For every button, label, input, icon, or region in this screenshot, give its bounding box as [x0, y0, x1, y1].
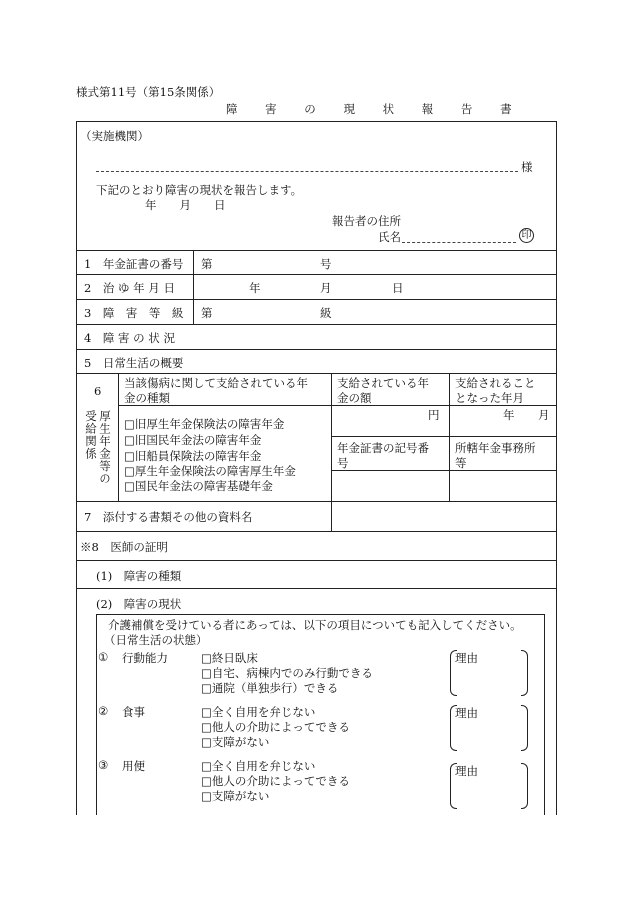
divider: [76, 501, 556, 502]
care-note: 介護補償を受けている者にあっては、以下の項目についても記入してください。: [108, 618, 522, 632]
divider: [76, 299, 556, 300]
mobility-option[interactable]: □自宅、病棟内でのみ行動できる: [201, 666, 373, 680]
form-id: 様式第11号（第15条関係）: [76, 85, 221, 99]
divider: [76, 373, 556, 374]
reporter-name-field[interactable]: [402, 242, 516, 243]
reason-label: 理由: [455, 764, 478, 778]
divider: [76, 531, 556, 532]
frame-left: [76, 121, 77, 815]
item-name-toilet: 用便: [122, 759, 145, 773]
cert-symbol-header-2: 号: [337, 456, 349, 470]
recovery-date-year: 年: [249, 281, 261, 295]
pension-cert-number-label: 1 年金証書の番号: [84, 257, 184, 271]
cert-symbol-header-1: 年金証書の記号番: [337, 441, 429, 455]
divider: [331, 436, 556, 437]
divider: [76, 274, 556, 275]
divider: [76, 250, 556, 251]
eating-option[interactable]: □他人の介助によってできる: [201, 720, 350, 734]
item-number: ②: [98, 704, 109, 718]
divider: [331, 470, 556, 471]
item-number: ③: [98, 758, 109, 772]
col-divider: [118, 373, 119, 501]
disability-grade-prefix: 第: [201, 306, 213, 320]
item-number: ①: [98, 650, 109, 664]
reporter-name-label: 氏名: [378, 230, 401, 244]
yen-unit: 円: [428, 408, 440, 422]
divider: [76, 560, 556, 561]
start-month-unit: 月: [538, 408, 550, 422]
document-title: 障 害 の 現 状 報 告 書: [226, 102, 524, 116]
item-name-eating: 食事: [122, 705, 145, 719]
daily-life-label: 5 日常生活の概要: [84, 356, 184, 370]
col-divider: [449, 373, 450, 501]
reason-label: 理由: [455, 651, 478, 665]
eating-option[interactable]: □全く自用を弁じない: [201, 705, 316, 719]
eating-option[interactable]: □支障がない: [201, 735, 270, 749]
pension-cert-number-prefix: 第: [201, 257, 213, 271]
pension-amount-header-1: 支給されている年: [337, 376, 429, 390]
pension-office-header-2: 等: [455, 456, 467, 470]
reason-bracket-right: [521, 763, 528, 809]
recovery-date-month: 月: [320, 281, 332, 295]
inner-box-left: [96, 614, 97, 815]
pension-type-header-1: 当該傷病に関して支給されている年: [124, 376, 308, 390]
inner-box-top: [96, 614, 544, 615]
frame-right: [556, 121, 557, 815]
report-date[interactable]: 年 月 日: [145, 198, 226, 212]
institution-label: （実施機関）: [80, 129, 149, 143]
doctor-certification-heading: ※8 医師の証明: [80, 540, 168, 554]
pension-type-header-2: 金の種類: [124, 391, 170, 405]
divider: [76, 324, 556, 325]
pension-amount-header-2: 金の額: [337, 391, 372, 405]
divider: [118, 405, 556, 406]
seal-mark: 印: [519, 228, 534, 243]
col-divider: [193, 250, 194, 324]
item-name-mobility: 行動能力: [122, 651, 168, 665]
report-statement: 下記のとおり障害の現状を報告します。: [96, 183, 303, 197]
reporter-address-label: 報告者の住所: [332, 214, 401, 228]
pension-type-option[interactable]: □旧国民年金法の障害年金: [124, 433, 262, 447]
toilet-option[interactable]: □全く自用を弁じない: [201, 759, 316, 773]
attached-docs-label: 7 添付する書類その他の資料名: [84, 510, 253, 524]
frame-top: [76, 121, 556, 122]
daily-life-state-label: （日常生活の状態）: [104, 633, 208, 647]
pension-office-header-1: 所轄年金事務所: [455, 441, 536, 455]
pension-start-header-1: 支給されること: [455, 376, 536, 390]
mobility-option[interactable]: □終日臥床: [201, 651, 258, 665]
mobility-option[interactable]: □通院（単独歩行）できる: [201, 681, 339, 695]
pension-type-option[interactable]: □旧船員保険法の障害年金: [124, 449, 262, 463]
reason-bracket-right: [521, 705, 528, 751]
toilet-option[interactable]: □支障がない: [201, 789, 270, 803]
disability-current-label: (2) 障害の現状: [96, 597, 182, 611]
recovery-date-day: 日: [392, 281, 404, 295]
section-6-number: 6: [94, 384, 102, 398]
pension-start-header-2: となった年月: [455, 391, 524, 405]
recovery-date-label: 2 治 ゆ 年 月 日: [84, 281, 175, 295]
col-divider: [331, 373, 332, 531]
disability-grade-suffix: 級: [320, 306, 332, 320]
pension-vertical-label: 厚生年金等の受給関係: [84, 410, 112, 485]
start-year-unit: 年: [503, 408, 515, 422]
reason-bracket-right: [521, 650, 528, 696]
divider: [76, 349, 556, 350]
pension-type-option[interactable]: □旧厚生年金保険法の障害年金: [124, 417, 285, 431]
disability-type-label: (1) 障害の種類: [96, 569, 182, 583]
pension-type-option[interactable]: □厚生年金保険法の障害厚生年金: [124, 464, 296, 478]
disability-status-label: 4 障 害 の 状 況: [84, 331, 175, 345]
divider: [76, 588, 556, 589]
sama-label: 様: [521, 160, 533, 174]
toilet-option[interactable]: □他人の介助によってできる: [201, 774, 350, 788]
reason-label: 理由: [455, 706, 478, 720]
inner-box-right: [544, 614, 545, 815]
pension-type-option[interactable]: □国民年金法の障害基礎年金: [124, 479, 273, 493]
institution-name-field[interactable]: [96, 171, 518, 172]
pension-cert-number-suffix: 号: [320, 257, 332, 271]
disability-grade-label: 3 障 害 等 級: [84, 306, 184, 320]
